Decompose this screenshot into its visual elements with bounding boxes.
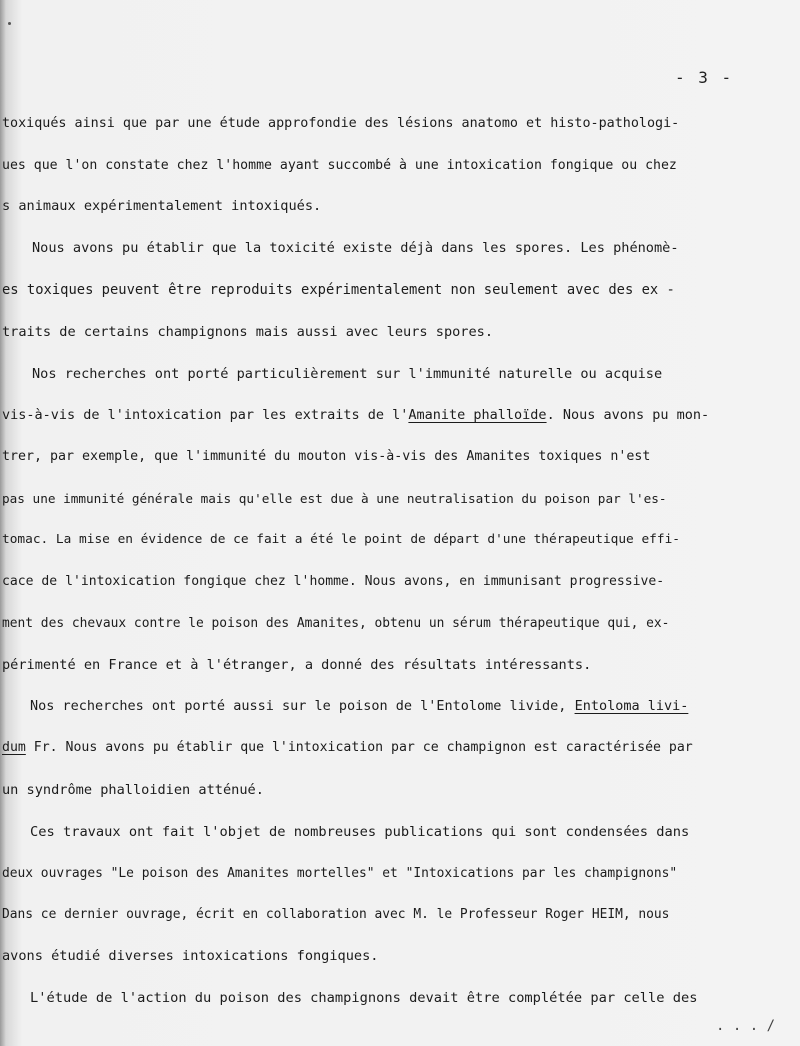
text-line-16	[2, 740, 693, 755]
paragraph-3-line-1: Nos recherches ont porté particulièrement sur l'immunité naturelle ou acquise	[32, 366, 663, 382]
text-line-17: un syndrôme phalloidien atténué.	[2, 782, 264, 798]
species-name-entoloma: Entoloma livi-	[574, 698, 689, 714]
text-line-13: ment des chevaux contre le poison des Amanites, obtenu un sérum thérapeutique qui, ex-	[2, 616, 670, 631]
text-line-10: pas une immunité générale mais qu'elle est due à une neutralisation du poison par l'es-	[2, 491, 667, 506]
scan-speck	[8, 22, 11, 25]
text-line-12: cace de l'intoxication fongique chez l'homme. Nous avons, en immunisant progressive-	[2, 574, 665, 589]
paragraph-2-line-1: Nous avons pu établir que la toxicité existe déjà dans les spores. Les phénomè-	[32, 240, 679, 256]
line-segment: Nos recherches ont porté aussi sur le poison de l'Entolome livide,	[30, 698, 575, 714]
text-line-20: Dans ce dernier ouvrage, écrit en collaboration avec M. le Professeur Roger HEIM, nous	[2, 907, 670, 922]
paragraph-5-line-1: Ces travaux ont fait l'objet de nombreuses publications qui sont condensées dans	[30, 824, 690, 840]
text-line-19: deux ouvrages "Le poison des Amanites mortelles" et "Intoxications par les champignons"	[2, 866, 678, 881]
text-line-11: tomac. La mise en évidence de ce fait a été le point de départ d'une thérapeutique effi-	[2, 532, 680, 547]
text-line-9: trer, par exemple, que l'immunité du mouton vis-à-vis des Amanites toxiques n'est	[2, 449, 651, 464]
text-line-5: es toxiques peuvent être reproduits expérimentalement non seulement avec des ex -	[2, 282, 675, 298]
species-name-amanite: Amanite phalloïde	[408, 407, 547, 423]
text-line-21: avons étudié diverses intoxications fongiques.	[2, 948, 379, 964]
paragraph-4-line-1	[30, 698, 688, 714]
text-line-2: ues que l'on constate chez l'homme ayant succombé à une intoxication fongique ou chez	[2, 158, 677, 173]
text-line-14: périmenté en France et à l'étranger, a donné des résultats intéressants.	[2, 657, 592, 673]
page-number: - 3 -	[675, 68, 734, 87]
line-segment: vis-à-vis de l'intoxication par les extraits de l'	[2, 407, 409, 423]
text-line-3: s animaux expérimentalement intoxiqués.	[2, 198, 322, 214]
line-segment: . Nous avons pu mon-	[546, 407, 710, 423]
line-segment: Fr. Nous avons pu établir que l'intoxication par ce champignon est caractérisée par	[25, 740, 693, 755]
paragraph-6-line-1: L'étude de l'action du poison des champignons devait être complétée par celle des	[30, 990, 698, 1006]
species-name-entoloma-end: dum	[2, 740, 26, 755]
text-line-6: traits de certains champignons mais aussi avec leurs spores.	[2, 324, 494, 340]
continuation-mark: . . . /	[716, 1018, 776, 1034]
text-line-8	[2, 407, 709, 423]
text-line-1: toxiqués ainsi que par une étude approfondie des lésions anatomo et histo-pathologi-	[2, 116, 680, 131]
